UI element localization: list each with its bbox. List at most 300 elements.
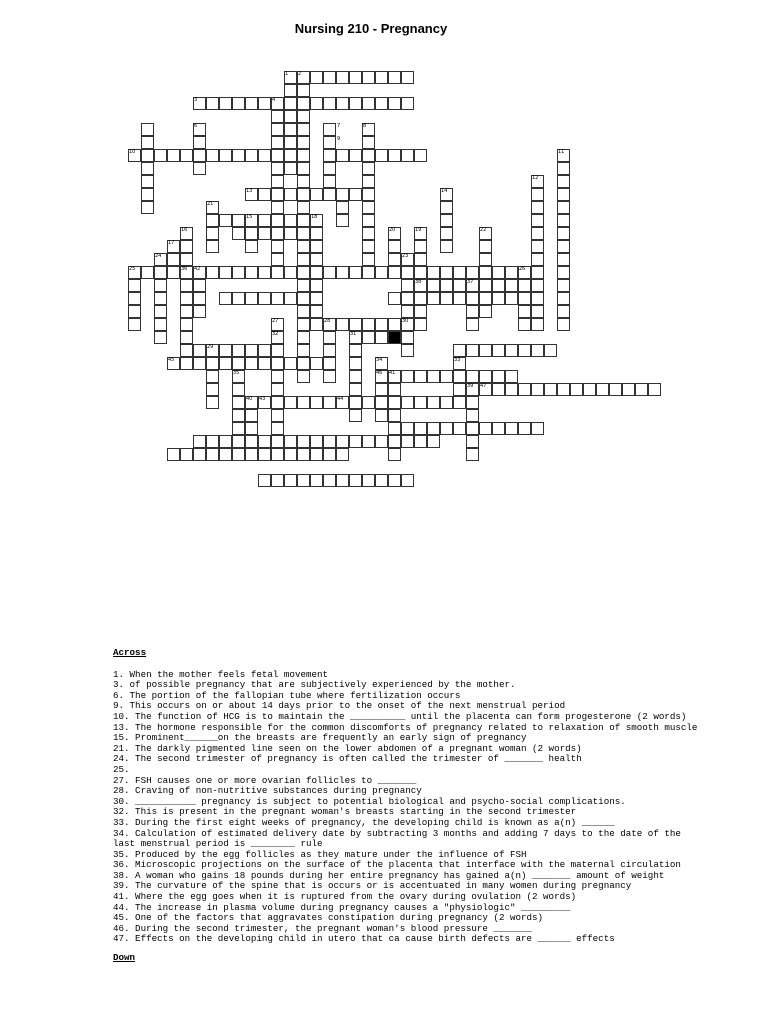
grid-cell[interactable] — [414, 422, 427, 435]
grid-cell[interactable] — [466, 318, 479, 331]
grid-cell[interactable] — [193, 292, 206, 305]
grid-cell[interactable] — [531, 292, 544, 305]
grid-cell[interactable] — [258, 227, 271, 240]
grid-cell[interactable] — [258, 266, 271, 279]
grid-cell[interactable] — [297, 240, 310, 253]
grid-cell[interactable] — [219, 97, 232, 110]
grid-cell[interactable] — [284, 266, 297, 279]
grid-cell[interactable] — [362, 188, 375, 201]
grid-cell[interactable] — [141, 201, 154, 214]
grid-cell[interactable] — [427, 422, 440, 435]
grid-cell[interactable] — [258, 214, 271, 227]
grid-cell[interactable] — [297, 357, 310, 370]
grid-cell[interactable] — [219, 266, 232, 279]
grid-cell[interactable] — [154, 305, 167, 318]
grid-cell[interactable] — [271, 435, 284, 448]
grid-cell[interactable] — [427, 279, 440, 292]
grid-cell[interactable] — [518, 318, 531, 331]
grid-cell[interactable] — [310, 435, 323, 448]
grid-cell[interactable] — [518, 344, 531, 357]
grid-cell[interactable] — [375, 149, 388, 162]
grid-cell[interactable] — [349, 71, 362, 84]
grid-cell[interactable] — [362, 162, 375, 175]
grid-cell[interactable] — [232, 97, 245, 110]
grid-cell[interactable] — [271, 175, 284, 188]
grid-cell[interactable] — [388, 409, 401, 422]
grid-cell[interactable] — [362, 396, 375, 409]
grid-cell[interactable] — [232, 214, 245, 227]
grid-cell[interactable] — [557, 201, 570, 214]
grid-cell[interactable] — [349, 97, 362, 110]
grid-cell[interactable] — [362, 175, 375, 188]
grid-cell[interactable] — [180, 331, 193, 344]
grid-cell[interactable] — [401, 292, 414, 305]
grid-cell[interactable] — [310, 318, 323, 331]
grid-cell[interactable] — [349, 409, 362, 422]
grid-cell[interactable] — [349, 396, 362, 409]
grid-cell[interactable] — [557, 162, 570, 175]
grid-cell[interactable] — [401, 149, 414, 162]
grid-cell[interactable] — [388, 253, 401, 266]
grid-cell[interactable] — [297, 305, 310, 318]
grid-cell[interactable] — [622, 383, 635, 396]
grid-cell[interactable] — [414, 240, 427, 253]
grid-cell[interactable] — [414, 318, 427, 331]
grid-cell[interactable] — [180, 305, 193, 318]
grid-cell[interactable] — [466, 292, 479, 305]
grid-cell[interactable] — [154, 279, 167, 292]
grid-cell[interactable] — [362, 253, 375, 266]
grid-cell[interactable] — [284, 448, 297, 461]
grid-cell[interactable] — [414, 149, 427, 162]
grid-cell[interactable] — [466, 370, 479, 383]
grid-cell[interactable] — [167, 149, 180, 162]
grid-cell[interactable] — [245, 227, 258, 240]
grid-cell[interactable] — [297, 344, 310, 357]
grid-cell[interactable] — [206, 149, 219, 162]
grid-cell[interactable] — [128, 279, 141, 292]
grid-cell[interactable] — [206, 370, 219, 383]
grid-cell[interactable] — [388, 240, 401, 253]
grid-cell[interactable] — [518, 305, 531, 318]
grid-cell[interactable] — [258, 149, 271, 162]
grid-cell[interactable] — [388, 97, 401, 110]
grid-cell[interactable] — [401, 266, 414, 279]
grid-cell[interactable] — [323, 344, 336, 357]
grid-cell[interactable] — [336, 266, 349, 279]
grid-cell[interactable] — [453, 383, 466, 396]
grid-cell[interactable] — [362, 201, 375, 214]
grid-cell[interactable] — [505, 266, 518, 279]
grid-cell[interactable] — [427, 266, 440, 279]
grid-cell[interactable] — [531, 422, 544, 435]
grid-cell[interactable] — [375, 409, 388, 422]
grid-cell[interactable] — [349, 318, 362, 331]
grid-cell[interactable] — [206, 97, 219, 110]
grid-cell[interactable] — [297, 370, 310, 383]
grid-cell[interactable] — [258, 474, 271, 487]
grid-cell[interactable] — [297, 253, 310, 266]
grid-cell[interactable] — [531, 383, 544, 396]
grid-cell[interactable] — [388, 71, 401, 84]
grid-cell[interactable] — [518, 422, 531, 435]
grid-cell[interactable] — [180, 448, 193, 461]
grid-cell[interactable] — [531, 227, 544, 240]
grid-cell[interactable] — [557, 383, 570, 396]
grid-cell[interactable] — [141, 123, 154, 136]
grid-cell[interactable] — [518, 383, 531, 396]
grid-cell[interactable] — [362, 266, 375, 279]
grid-cell[interactable] — [219, 344, 232, 357]
grid-cell[interactable] — [297, 188, 310, 201]
grid-cell[interactable] — [284, 227, 297, 240]
grid-cell[interactable] — [557, 279, 570, 292]
grid-cell[interactable] — [401, 435, 414, 448]
grid-cell[interactable] — [349, 370, 362, 383]
grid-cell[interactable] — [466, 396, 479, 409]
grid-cell[interactable] — [271, 123, 284, 136]
grid-cell[interactable] — [388, 383, 401, 396]
grid-cell[interactable] — [271, 383, 284, 396]
grid-cell[interactable] — [167, 266, 180, 279]
grid-cell[interactable] — [141, 149, 154, 162]
grid-cell[interactable] — [440, 214, 453, 227]
grid-cell[interactable] — [245, 266, 258, 279]
grid-cell[interactable] — [323, 123, 336, 136]
grid-cell[interactable] — [284, 357, 297, 370]
grid-cell[interactable] — [219, 448, 232, 461]
grid-cell[interactable] — [440, 266, 453, 279]
grid-cell[interactable] — [401, 344, 414, 357]
grid-cell[interactable] — [323, 474, 336, 487]
grid-cell[interactable] — [401, 305, 414, 318]
grid-cell[interactable] — [310, 227, 323, 240]
grid-cell[interactable] — [219, 214, 232, 227]
grid-cell[interactable] — [310, 266, 323, 279]
grid-cell[interactable] — [193, 136, 206, 149]
grid-cell[interactable] — [310, 305, 323, 318]
grid-cell[interactable] — [193, 279, 206, 292]
grid-cell[interactable] — [206, 227, 219, 240]
grid-cell[interactable] — [271, 396, 284, 409]
grid-cell[interactable] — [349, 357, 362, 370]
grid-cell[interactable] — [479, 292, 492, 305]
grid-cell[interactable] — [414, 435, 427, 448]
grid-cell[interactable] — [505, 279, 518, 292]
grid-cell[interactable] — [388, 396, 401, 409]
grid-cell[interactable] — [492, 292, 505, 305]
grid-cell[interactable] — [479, 266, 492, 279]
grid-cell[interactable] — [310, 357, 323, 370]
grid-cell[interactable] — [323, 71, 336, 84]
grid-cell[interactable] — [492, 383, 505, 396]
grid-cell[interactable] — [336, 97, 349, 110]
grid-cell[interactable] — [310, 448, 323, 461]
grid-cell[interactable] — [245, 149, 258, 162]
grid-cell[interactable] — [323, 162, 336, 175]
grid-cell[interactable] — [206, 383, 219, 396]
grid-cell[interactable] — [635, 383, 648, 396]
grid-cell[interactable] — [401, 71, 414, 84]
grid-cell[interactable] — [310, 240, 323, 253]
grid-cell[interactable] — [518, 279, 531, 292]
grid-cell[interactable] — [284, 136, 297, 149]
grid-cell[interactable] — [453, 266, 466, 279]
grid-cell[interactable] — [180, 344, 193, 357]
grid-cell[interactable] — [206, 396, 219, 409]
grid-cell[interactable] — [414, 305, 427, 318]
grid-cell[interactable] — [492, 279, 505, 292]
grid-cell[interactable] — [401, 422, 414, 435]
grid-cell[interactable] — [297, 279, 310, 292]
grid-cell[interactable] — [154, 331, 167, 344]
grid-cell[interactable] — [271, 149, 284, 162]
grid-cell[interactable] — [180, 253, 193, 266]
grid-cell[interactable] — [453, 422, 466, 435]
grid-cell[interactable] — [609, 383, 622, 396]
grid-cell[interactable] — [323, 435, 336, 448]
grid-cell[interactable] — [193, 435, 206, 448]
grid-cell[interactable] — [453, 396, 466, 409]
grid-cell[interactable] — [531, 344, 544, 357]
grid-cell[interactable] — [323, 370, 336, 383]
grid-cell[interactable] — [323, 188, 336, 201]
grid-cell[interactable] — [414, 370, 427, 383]
grid-cell[interactable] — [440, 240, 453, 253]
grid-cell[interactable] — [349, 383, 362, 396]
grid-cell[interactable] — [219, 357, 232, 370]
grid-cell[interactable] — [323, 136, 336, 149]
grid-cell[interactable] — [271, 344, 284, 357]
grid-cell[interactable] — [297, 435, 310, 448]
grid-cell[interactable] — [297, 227, 310, 240]
grid-cell[interactable] — [323, 357, 336, 370]
grid-cell[interactable] — [362, 474, 375, 487]
grid-cell[interactable] — [232, 409, 245, 422]
grid-cell[interactable] — [284, 84, 297, 97]
grid-cell[interactable] — [323, 175, 336, 188]
grid-cell[interactable] — [531, 214, 544, 227]
grid-cell[interactable] — [557, 266, 570, 279]
grid-cell[interactable] — [245, 448, 258, 461]
grid-cell[interactable] — [310, 474, 323, 487]
grid-cell[interactable] — [453, 370, 466, 383]
grid-cell[interactable] — [154, 292, 167, 305]
grid-cell[interactable] — [297, 175, 310, 188]
grid-cell[interactable] — [167, 253, 180, 266]
grid-cell[interactable] — [297, 214, 310, 227]
grid-cell[interactable] — [492, 422, 505, 435]
grid-cell[interactable] — [232, 422, 245, 435]
grid-cell[interactable] — [388, 435, 401, 448]
grid-cell[interactable] — [258, 292, 271, 305]
grid-cell[interactable] — [531, 240, 544, 253]
grid-cell[interactable] — [297, 136, 310, 149]
grid-cell[interactable] — [193, 344, 206, 357]
grid-cell[interactable] — [440, 370, 453, 383]
grid-cell[interactable] — [271, 253, 284, 266]
grid-cell[interactable] — [206, 448, 219, 461]
grid-cell[interactable] — [141, 162, 154, 175]
grid-cell[interactable] — [128, 305, 141, 318]
grid-cell[interactable] — [427, 396, 440, 409]
grid-cell[interactable] — [284, 162, 297, 175]
grid-cell[interactable] — [531, 318, 544, 331]
grid-cell[interactable] — [388, 474, 401, 487]
grid-cell[interactable] — [388, 292, 401, 305]
grid-cell[interactable] — [310, 97, 323, 110]
grid-cell[interactable] — [492, 266, 505, 279]
grid-cell[interactable] — [284, 123, 297, 136]
grid-cell[interactable] — [388, 149, 401, 162]
grid-cell[interactable] — [531, 188, 544, 201]
grid-cell[interactable] — [531, 266, 544, 279]
grid-cell[interactable] — [258, 188, 271, 201]
grid-cell[interactable] — [505, 370, 518, 383]
grid-cell[interactable] — [466, 409, 479, 422]
grid-cell[interactable] — [336, 149, 349, 162]
grid-cell[interactable] — [271, 409, 284, 422]
grid-cell[interactable] — [219, 292, 232, 305]
grid-cell[interactable] — [375, 435, 388, 448]
grid-cell[interactable] — [297, 396, 310, 409]
grid-cell[interactable] — [557, 253, 570, 266]
grid-cell[interactable] — [336, 71, 349, 84]
grid-cell[interactable] — [479, 240, 492, 253]
grid-cell[interactable] — [466, 435, 479, 448]
grid-cell[interactable] — [414, 253, 427, 266]
grid-cell[interactable] — [453, 344, 466, 357]
grid-cell[interactable] — [466, 344, 479, 357]
grid-cell[interactable] — [323, 97, 336, 110]
grid-cell[interactable] — [271, 162, 284, 175]
grid-cell[interactable] — [245, 357, 258, 370]
grid-cell[interactable] — [440, 396, 453, 409]
grid-cell[interactable] — [180, 279, 193, 292]
grid-cell[interactable] — [258, 435, 271, 448]
grid-cell[interactable] — [271, 188, 284, 201]
grid-cell[interactable] — [414, 292, 427, 305]
grid-cell[interactable] — [349, 435, 362, 448]
grid-cell[interactable] — [492, 370, 505, 383]
grid-cell[interactable] — [388, 266, 401, 279]
grid-cell[interactable] — [271, 448, 284, 461]
grid-cell[interactable] — [557, 305, 570, 318]
grid-cell[interactable] — [297, 318, 310, 331]
grid-cell[interactable] — [362, 136, 375, 149]
grid-cell[interactable] — [531, 253, 544, 266]
grid-cell[interactable] — [271, 357, 284, 370]
grid-cell[interactable] — [375, 97, 388, 110]
grid-cell[interactable] — [180, 318, 193, 331]
grid-cell[interactable] — [505, 344, 518, 357]
grid-cell[interactable] — [570, 383, 583, 396]
grid-cell[interactable] — [297, 97, 310, 110]
grid-cell[interactable] — [388, 422, 401, 435]
grid-cell[interactable] — [466, 266, 479, 279]
grid-cell[interactable] — [557, 214, 570, 227]
grid-cell[interactable] — [466, 305, 479, 318]
grid-cell[interactable] — [583, 383, 596, 396]
grid-cell[interactable] — [193, 149, 206, 162]
grid-cell[interactable] — [245, 292, 258, 305]
grid-cell[interactable] — [323, 396, 336, 409]
grid-cell[interactable] — [232, 344, 245, 357]
grid-cell[interactable] — [440, 292, 453, 305]
grid-cell[interactable] — [310, 292, 323, 305]
grid-cell[interactable] — [297, 292, 310, 305]
grid-cell[interactable] — [427, 292, 440, 305]
grid-cell[interactable] — [180, 240, 193, 253]
grid-cell[interactable] — [479, 253, 492, 266]
grid-cell[interactable] — [479, 344, 492, 357]
grid-cell[interactable] — [219, 435, 232, 448]
grid-cell[interactable] — [193, 162, 206, 175]
grid-cell[interactable] — [336, 448, 349, 461]
grid-cell[interactable] — [297, 162, 310, 175]
grid-cell[interactable] — [336, 318, 349, 331]
grid-cell[interactable] — [557, 227, 570, 240]
grid-cell[interactable] — [349, 188, 362, 201]
grid-cell[interactable] — [362, 97, 375, 110]
grid-cell[interactable] — [271, 422, 284, 435]
grid-cell[interactable] — [310, 279, 323, 292]
grid-cell[interactable] — [505, 422, 518, 435]
grid-cell[interactable] — [479, 370, 492, 383]
grid-cell[interactable] — [297, 84, 310, 97]
grid-cell[interactable] — [180, 149, 193, 162]
grid-cell[interactable] — [401, 396, 414, 409]
grid-cell[interactable] — [531, 201, 544, 214]
grid-cell[interactable] — [492, 344, 505, 357]
grid-cell[interactable] — [297, 474, 310, 487]
grid-cell[interactable] — [440, 279, 453, 292]
grid-cell[interactable] — [232, 149, 245, 162]
grid-cell[interactable] — [336, 435, 349, 448]
grid-cell[interactable] — [518, 292, 531, 305]
grid-cell[interactable] — [232, 435, 245, 448]
grid-cell[interactable] — [141, 188, 154, 201]
grid-cell[interactable] — [141, 136, 154, 149]
black-cell[interactable] — [388, 331, 401, 344]
grid-cell[interactable] — [271, 136, 284, 149]
grid-cell[interactable] — [557, 175, 570, 188]
grid-cell[interactable] — [271, 110, 284, 123]
grid-cell[interactable] — [440, 227, 453, 240]
grid-cell[interactable] — [375, 318, 388, 331]
grid-cell[interactable] — [349, 149, 362, 162]
grid-cell[interactable] — [375, 383, 388, 396]
grid-cell[interactable] — [193, 357, 206, 370]
grid-cell[interactable] — [375, 266, 388, 279]
grid-cell[interactable] — [141, 175, 154, 188]
grid-cell[interactable] — [232, 292, 245, 305]
grid-cell[interactable] — [362, 435, 375, 448]
grid-cell[interactable] — [154, 318, 167, 331]
grid-cell[interactable] — [258, 344, 271, 357]
grid-cell[interactable] — [284, 396, 297, 409]
grid-cell[interactable] — [297, 331, 310, 344]
grid-cell[interactable] — [232, 448, 245, 461]
grid-cell[interactable] — [206, 266, 219, 279]
grid-cell[interactable] — [648, 383, 661, 396]
grid-cell[interactable] — [401, 97, 414, 110]
grid-cell[interactable] — [557, 188, 570, 201]
grid-cell[interactable] — [180, 292, 193, 305]
grid-cell[interactable] — [336, 188, 349, 201]
grid-cell[interactable] — [310, 396, 323, 409]
grid-cell[interactable] — [336, 201, 349, 214]
